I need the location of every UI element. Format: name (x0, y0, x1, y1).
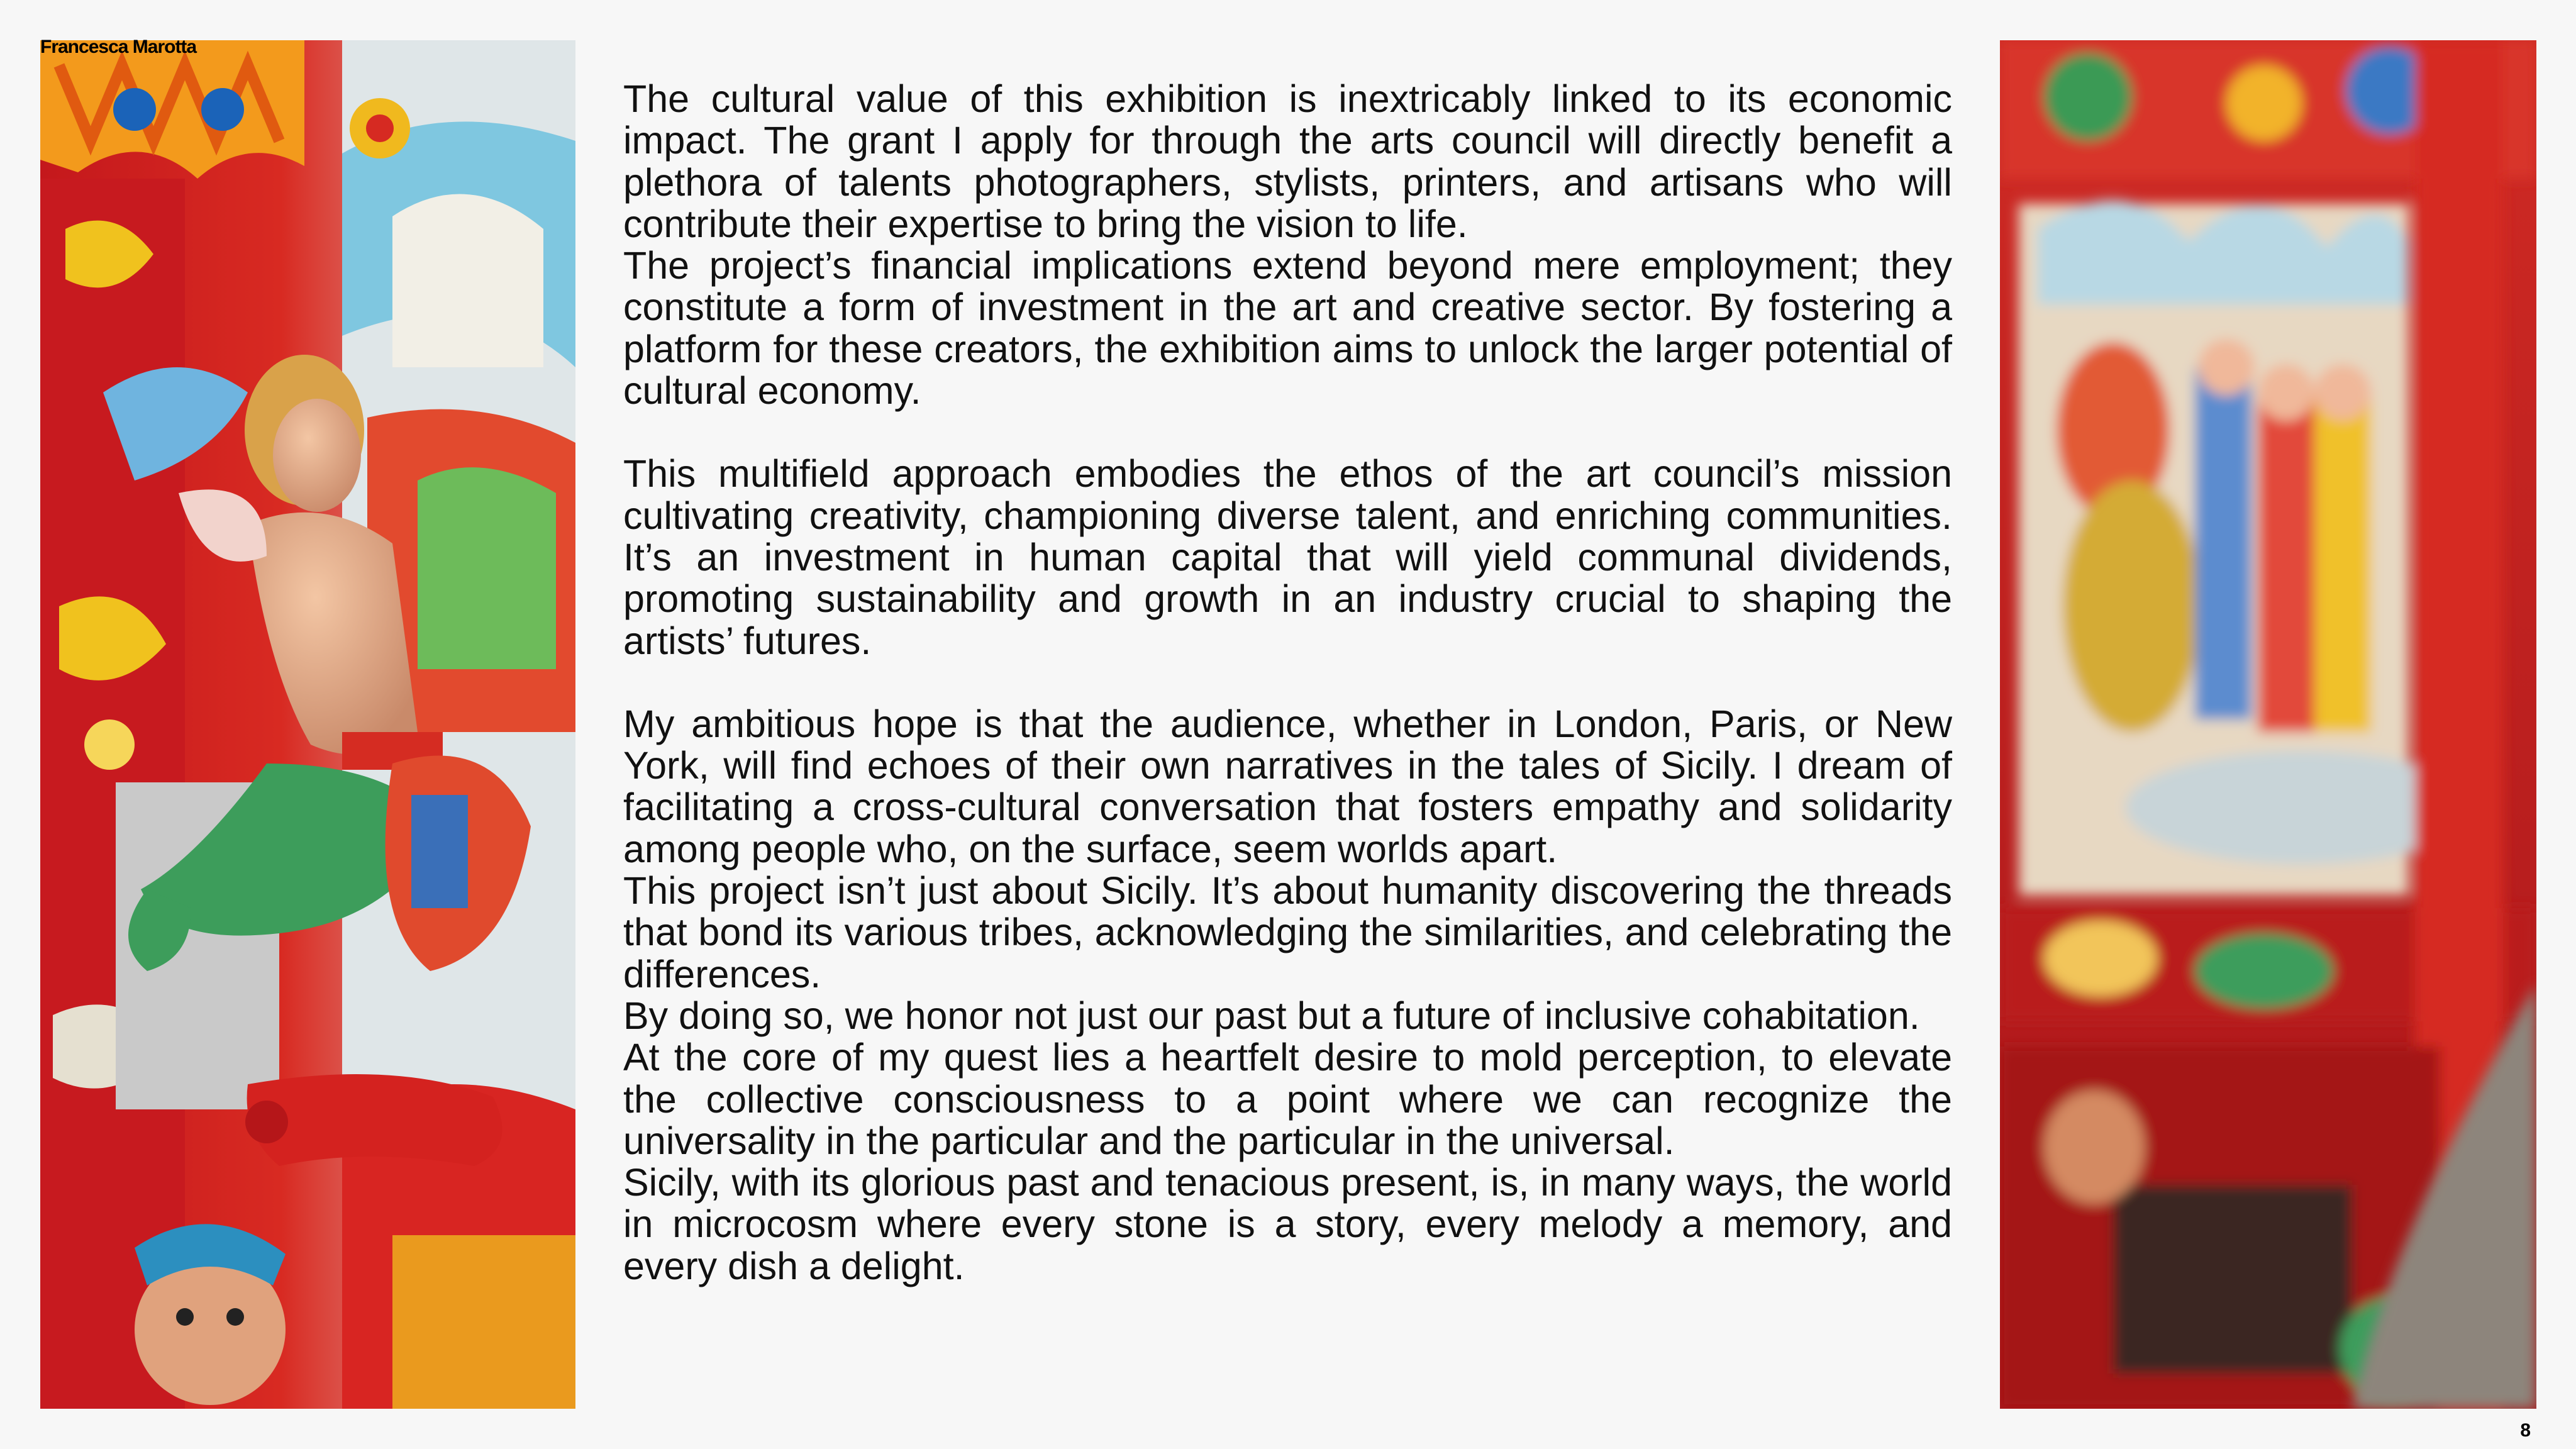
paragraph: The project’s financial implications extend beyond mere employment; they constitute a form of investment in the art and creative sector. By fostering a platform for these creators, the exhibition aims to unlock the larger potential of cultural economy. (623, 244, 1952, 413)
right-photo-art (2000, 40, 2536, 1409)
paragraph: This multifield approach embodies the ethos of the art council’s mission cultivating creativity, championing diverse talent, and enriching communities. It’s an investment in human capital that will yield communal dividends, promoting sustainability and growth in an industry crucial to shaping the artists’ futures. (623, 452, 1952, 662)
paragraph: By doing so, we honor not just our past but a future of inclusive cohabitation. (623, 994, 1920, 1037)
paragraph: This project isn’t just about Sicily. It’s about humanity discovering the threads that bond its various tribes, acknowledging the similarities, and celebrating the differences. (623, 869, 1952, 996)
author-name: Francesca Marotta (40, 36, 197, 57)
paragraph: The cultural value of this exhibition is inextricably linked to its economic impact. The grant I apply for through the arts council will directly benefit a plethora of talents photographers, stylists, printers, and artisans who will contribute their expertise to bring the vision to life. (623, 77, 1952, 245)
paragraph: Sicily, with its glorious past and tenacious present, is, in many ways, the world in microcosm where every stone is a story, every melody a memory, and every dish a delight. (623, 1161, 1952, 1287)
paragraph: My ambitious hope is that the audience, whether in London, Paris, or New York, will find echoes of their own narratives in the tales of Sicily. I dream of facilitating a cross-cultural conversation that fosters empathy and solidarity among people who, on the surface, seem worlds apart. (623, 702, 1952, 870)
paragraph: At the core of my quest lies a heartfelt desire to mold perception, to elevate the collective consciousness to a point where we can recognize the universality in the particular and the particular in the universal. (623, 1036, 1952, 1162)
body-text (623, 78, 1952, 1287)
page-number: 8 (2520, 1420, 2531, 1441)
left-photo-art (40, 40, 575, 1409)
left-photo (40, 40, 575, 1409)
right-photo (2000, 40, 2536, 1409)
